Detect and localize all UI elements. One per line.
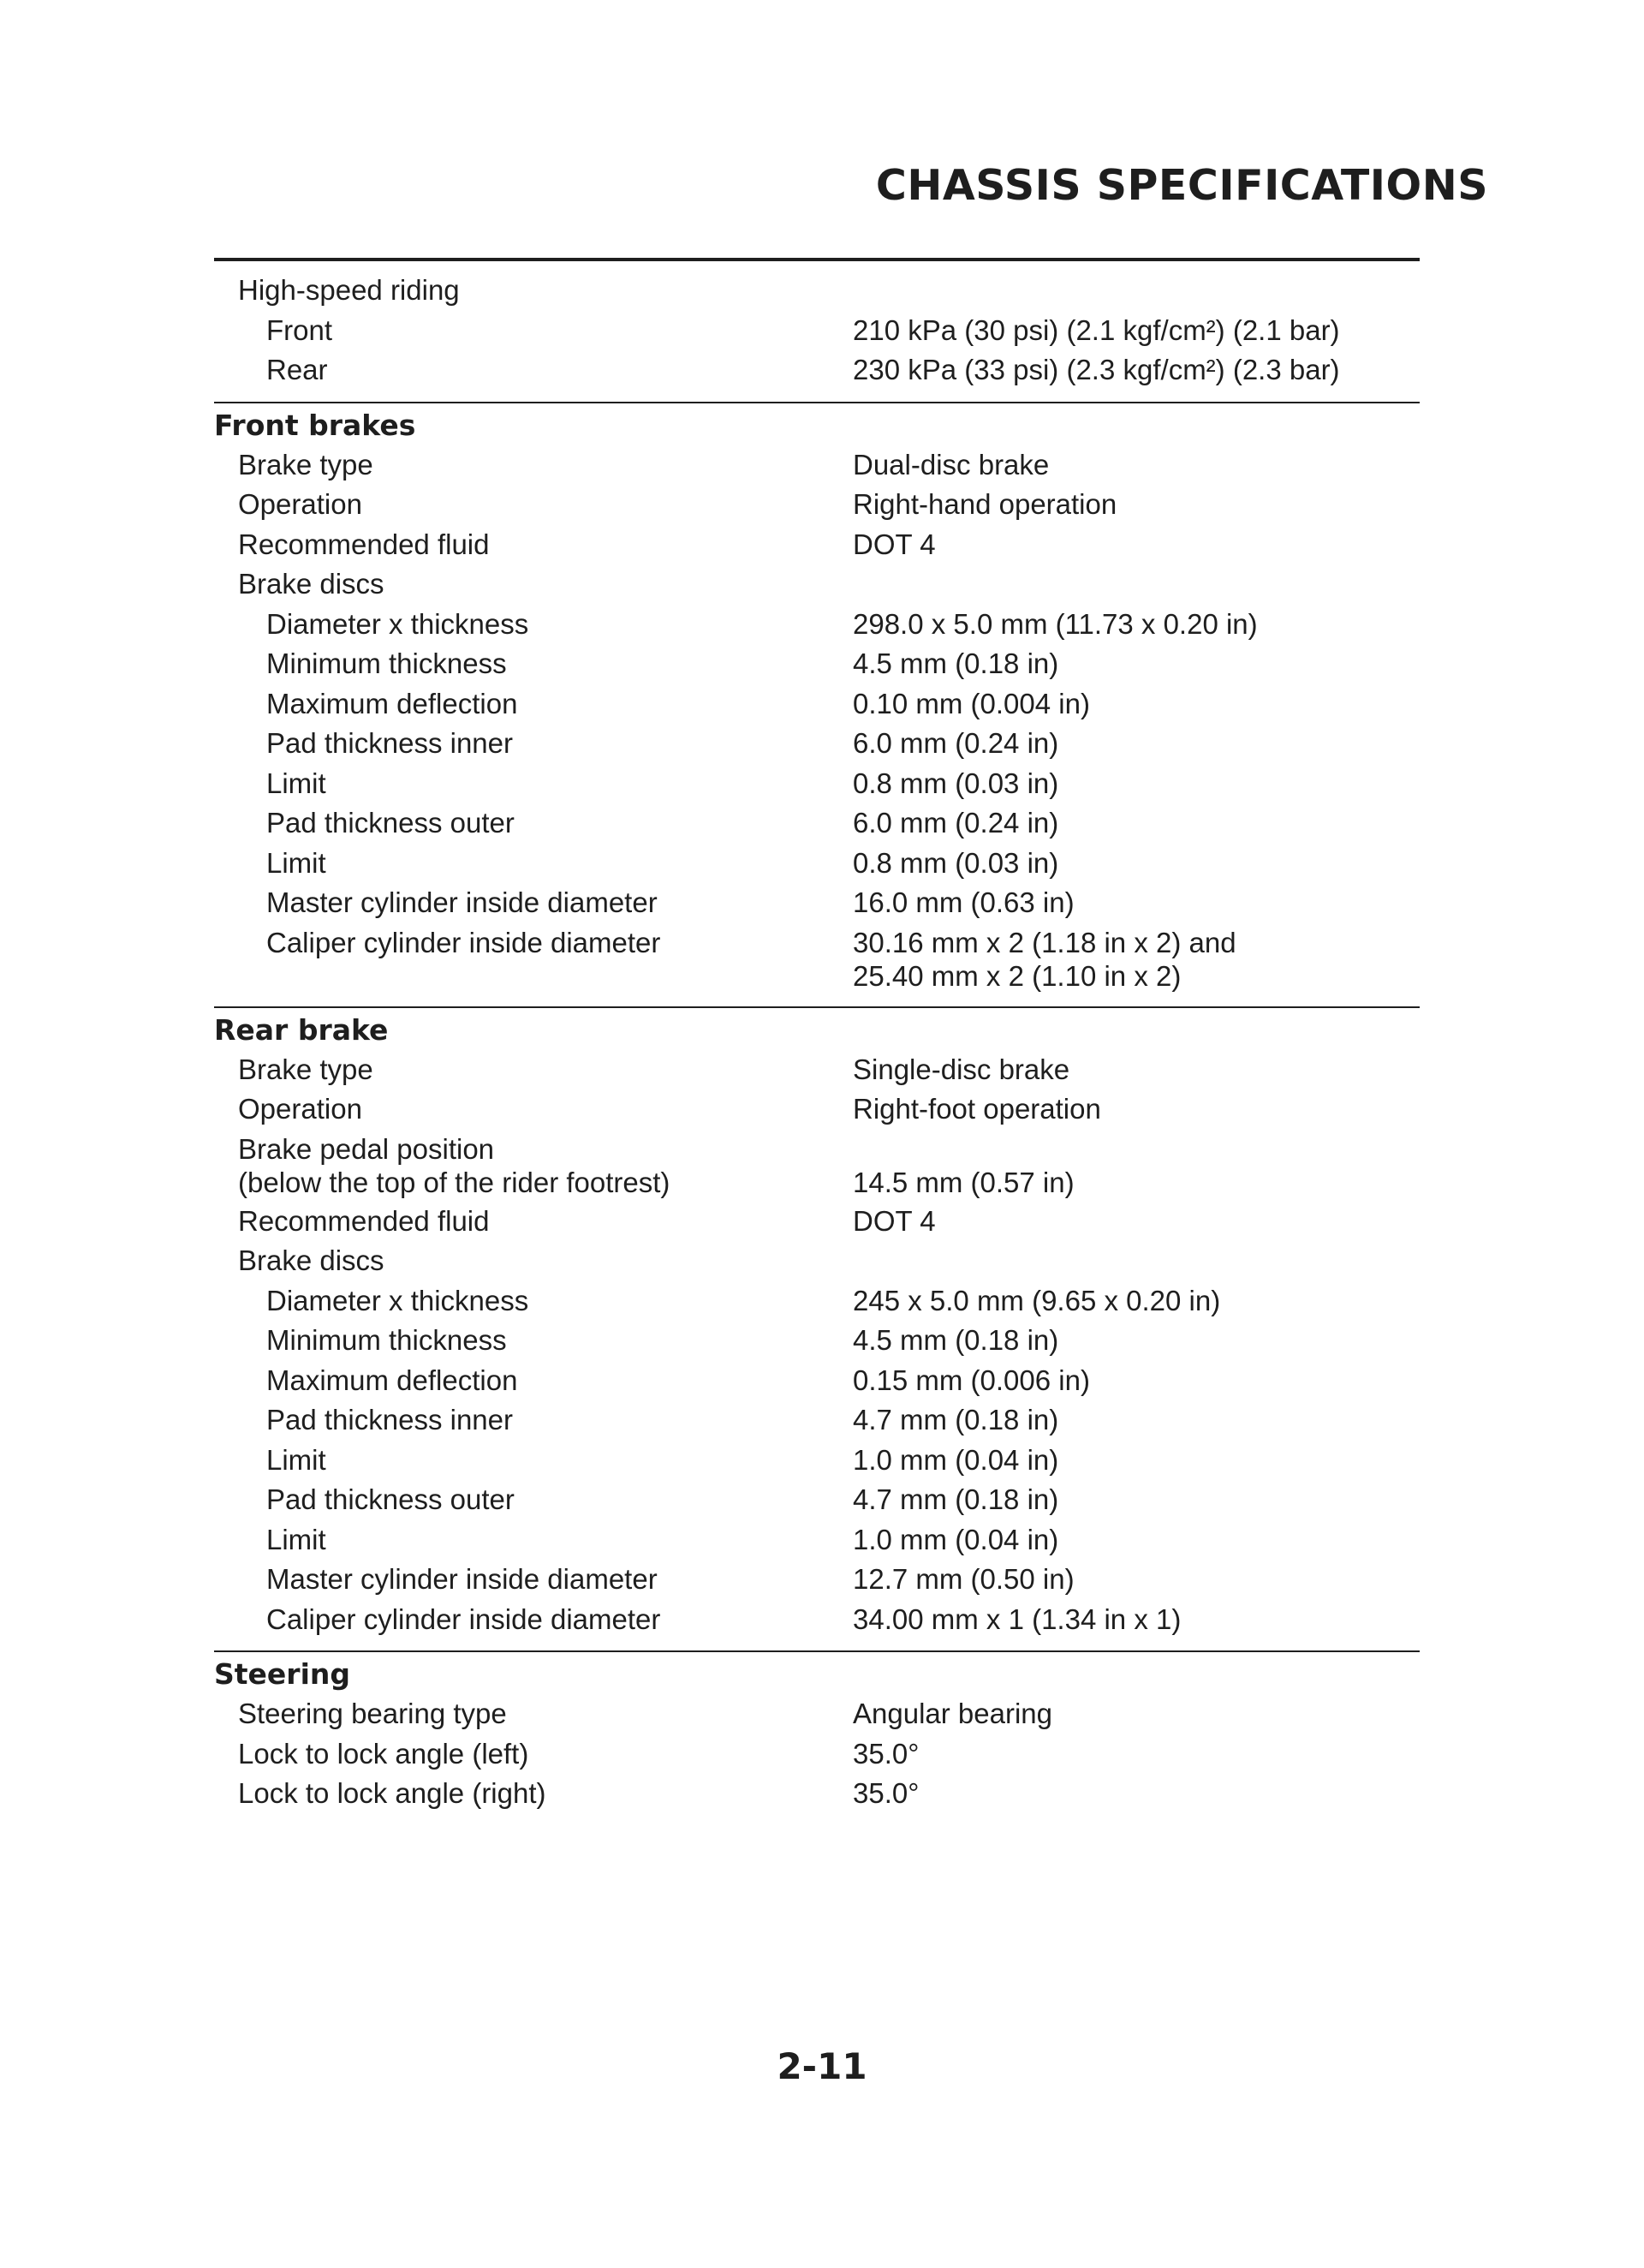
spec-label: Pad thickness outer (266, 1483, 515, 1515)
spec-label: Steering bearing type (238, 1698, 507, 1729)
spec-row (214, 767, 1420, 807)
spec-row (214, 1092, 1420, 1132)
spec-label: Limit (266, 846, 326, 879)
spec-label: Pad thickness inner (266, 727, 513, 759)
spec-row (214, 1737, 1420, 1777)
spec-value: 4.5 mm (0.18 in) (853, 1324, 1059, 1356)
spec-label: Brake discs (238, 1244, 384, 1276)
spec-label: Diameter x thickness (266, 607, 529, 640)
spec-row (214, 926, 1420, 998)
spec-value (853, 1132, 1420, 1204)
spec-value: 16.0 mm (0.63 in) (853, 886, 1075, 918)
spec-value: 4.7 mm (0.18 in) (853, 1483, 1059, 1515)
spec-value-line (853, 1132, 1420, 1166)
spec-row (214, 1443, 1420, 1483)
page-number: 2-11 (777, 2045, 867, 2087)
spec-value (853, 567, 1420, 607)
spec-label: Limit (266, 1523, 326, 1555)
spec-label: Diameter x thickness (266, 1284, 529, 1316)
spec-row (214, 1244, 1420, 1284)
spec-label: Brake type (238, 1053, 373, 1085)
spec-row (214, 806, 1420, 846)
spec-row (214, 687, 1420, 727)
spec-row (214, 313, 1420, 354)
spec-row (214, 1132, 1420, 1204)
spec-label: Lock to lock angle (right) (238, 1777, 546, 1809)
spec-value: 298.0 x 5.0 mm (11.73 x 0.20 in) (853, 607, 1258, 640)
section-heading: Rear brake (214, 1012, 389, 1047)
spec-value: DOT 4 (853, 528, 936, 560)
spec-value: 0.8 mm (0.03 in) (853, 767, 1059, 799)
spec-label: Maximum deflection (266, 1364, 518, 1396)
spec-value: Angular bearing (853, 1698, 1052, 1729)
spec-value: Single-disc brake (853, 1053, 1070, 1085)
spec-label: Lock to lock angle (left) (238, 1737, 529, 1770)
spec-label: Master cylinder inside diameter (266, 1563, 658, 1595)
spec-row (214, 1697, 1420, 1737)
section-rear-brake (214, 1008, 1420, 1653)
spec-label: Pad thickness outer (266, 807, 515, 839)
spec-value-line: 14.5 mm (0.57 in) (853, 1166, 1075, 1198)
section-tire-pressure (214, 261, 1420, 403)
spec-row (214, 647, 1420, 687)
spec-row (214, 1364, 1420, 1404)
spec-value: 4.5 mm (0.18 in) (853, 648, 1059, 679)
spec-value: DOT 4 (853, 1204, 936, 1237)
spec-value-line: 30.16 mm x 2 (1.18 in x 2) and (853, 926, 1236, 958)
spec-row (214, 1603, 1420, 1643)
section-steering (214, 1652, 1420, 1825)
section-heading: Front brakes (214, 408, 416, 442)
spec-value (853, 273, 1420, 313)
spec-row (214, 1523, 1420, 1563)
spec-row (214, 726, 1420, 767)
spec-label: Operation (238, 1093, 362, 1125)
spec-value: 0.8 mm (0.03 in) (853, 846, 1059, 879)
spec-value: 0.10 mm (0.004 in) (853, 687, 1090, 719)
spec-row (214, 846, 1420, 886)
spec-value: 35.0° (853, 1737, 920, 1770)
spec-label: Rear (266, 354, 328, 385)
spec-row (214, 448, 1420, 488)
spec-label: Master cylinder inside diameter (266, 886, 658, 918)
spec-value: 35.0° (853, 1777, 920, 1809)
spec-value: 230 kPa (33 psi) (2.3 kgf/cm²) (2.3 bar) (853, 354, 1340, 385)
spec-label: Brake discs (238, 568, 384, 600)
spec-label: Caliper cylinder inside diameter (266, 1603, 661, 1635)
spec-label: Limit (266, 767, 326, 799)
spec-row (214, 886, 1420, 926)
spec-row (214, 1776, 1420, 1817)
spec-value: 34.00 mm x 1 (1.34 in x 1) (853, 1603, 1182, 1635)
spec-row (214, 528, 1420, 568)
spec-label: Brake type (238, 448, 373, 480)
spec-row (214, 487, 1420, 528)
spec-label: Maximum deflection (266, 687, 518, 719)
spec-label: Caliper cylinder inside diameter (266, 926, 661, 958)
spec-value: 245 x 5.0 mm (9.65 x 0.20 in) (853, 1284, 1221, 1316)
spec-label: Minimum thickness (266, 648, 507, 679)
spec-value: 1.0 mm (0.04 in) (853, 1443, 1059, 1476)
spec-value: Right-foot operation (853, 1093, 1101, 1125)
spec-value (853, 1244, 1420, 1284)
spec-value: 6.0 mm (0.24 in) (853, 727, 1059, 759)
spec-row (214, 1284, 1420, 1324)
spec-label-line: Brake pedal position (238, 1132, 495, 1165)
section-heading: Steering (214, 1657, 351, 1691)
spec-label: Recommended fluid (238, 1204, 490, 1237)
spec-row (214, 607, 1420, 648)
spec-value (853, 926, 1420, 998)
spec-value: 0.15 mm (0.006 in) (853, 1364, 1090, 1396)
section-front-brakes (214, 403, 1420, 1008)
spec-value: 12.7 mm (0.50 in) (853, 1563, 1075, 1595)
spec-label: Operation (238, 488, 362, 520)
spec-row (214, 567, 1420, 607)
spec-table (214, 258, 1420, 1825)
spec-value: 4.7 mm (0.18 in) (853, 1404, 1059, 1435)
spec-row (214, 1323, 1420, 1364)
spec-row (214, 1483, 1420, 1523)
spec-value: 6.0 mm (0.24 in) (853, 807, 1059, 839)
spec-row (214, 353, 1420, 393)
spec-label: Recommended fluid (238, 528, 490, 560)
spec-row (214, 1204, 1420, 1244)
spec-value-line: 25.40 mm x 2 (1.10 in x 2) (853, 959, 1182, 992)
spec-label: High-speed riding (238, 274, 460, 306)
spec-row (214, 273, 1420, 313)
spec-value: Right-hand operation (853, 488, 1117, 520)
spec-label: Minimum thickness (266, 1324, 507, 1356)
spec-value: 1.0 mm (0.04 in) (853, 1523, 1059, 1555)
spec-label-line: (below the top of the rider footrest) (238, 1166, 670, 1198)
spec-value: 210 kPa (30 psi) (2.1 kgf/cm²) (2.1 bar) (853, 313, 1340, 346)
spec-label: Front (266, 313, 333, 346)
spec-row (214, 1053, 1420, 1093)
spec-row (214, 1403, 1420, 1443)
spec-label: Limit (266, 1443, 326, 1476)
spec-value: Dual-disc brake (853, 448, 1050, 480)
spec-label (214, 1132, 853, 1204)
spec-label: Pad thickness inner (266, 1404, 513, 1435)
page-title: CHASSIS SPECIFICATIONS (875, 161, 1488, 210)
spec-row (214, 1562, 1420, 1603)
